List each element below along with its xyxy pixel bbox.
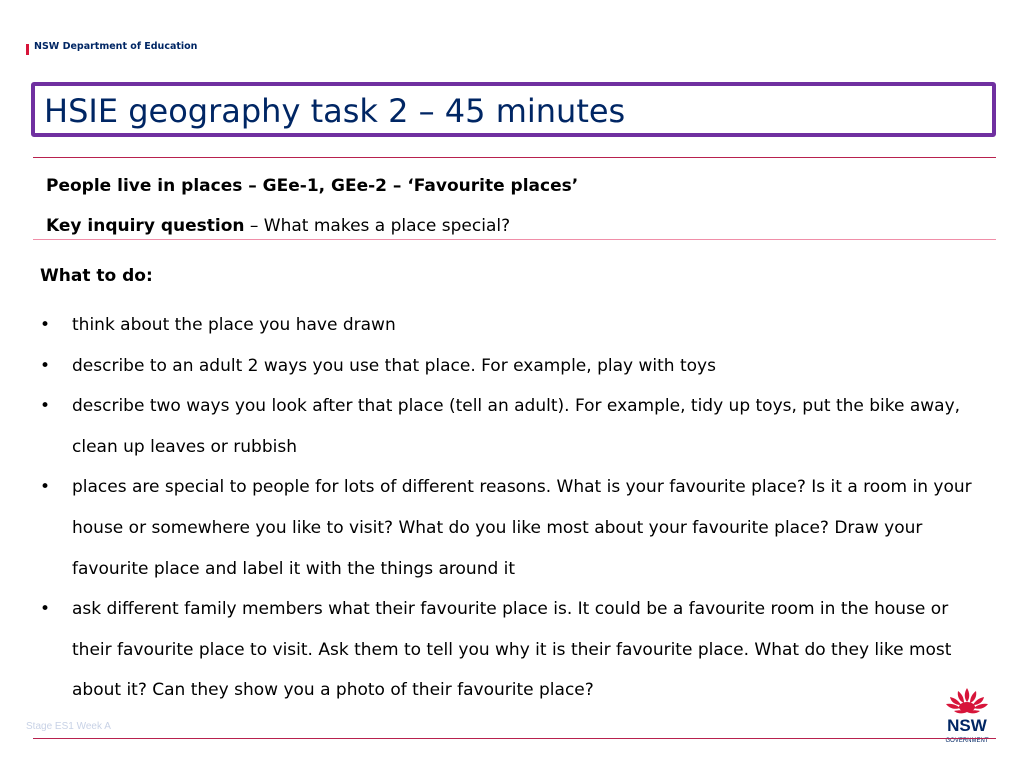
bullet-icon: • [40,477,51,498]
bullet-icon: • [40,355,51,376]
list-item-text: think about the place you have drawn [72,315,396,335]
list-item-text: describe two ways you look after that place (tell an adult). For example, tidy up toys, put the bike away, clean up leaves or rubbish [72,396,961,457]
bullet-icon: • [40,396,51,417]
list-item-text: ask different family members what their favourite place is. It could be a favourite room in the house or their favourite place to visit. Ask them to tell you why it is their favourite place. What do they like most about it? Can they show you a photo of their favourite place? [72,599,952,701]
footer-stage: Stage ES1 Week A [26,721,111,732]
divider-middle [33,239,996,240]
inquiry-question [46,213,510,239]
list-item [40,467,990,589]
subheading: People live in places – GEe-1, GEe-2 – ‘Favourite places’ [46,176,579,196]
todo-list [40,305,990,711]
inquiry-text: – What makes a place special? [244,216,511,236]
title-box [31,82,996,137]
waratah-icon [940,686,994,746]
logo-subtext: GOVERNMENT [945,738,989,744]
logo-text: NSW [947,716,987,735]
list-item [40,346,990,387]
bullet-icon: • [40,599,51,620]
page-title: HSIE geography task 2 – 45 minutes [44,92,626,130]
todo-heading: What to do: [40,266,153,286]
list-item-text: places are special to people for lots of different reasons. What is your favourite place? Is it a room in your house or somewhere you like to visit? What do you like most about your favourite place? Draw your favourite place and label it with the things around it [72,477,972,579]
divider-top [33,157,996,158]
inquiry-label: Key inquiry question [46,216,245,236]
header-accent-bar [26,44,29,55]
list-item [40,589,990,711]
list-item [40,305,990,346]
nsw-government-logo [940,686,994,746]
bullet-icon: • [40,315,51,335]
organisation-name: NSW Department of Education [34,41,198,52]
divider-bottom [33,738,996,739]
list-item [40,386,990,467]
list-item-text: describe to an adult 2 ways you use that place. For example, play with toys [72,355,716,376]
